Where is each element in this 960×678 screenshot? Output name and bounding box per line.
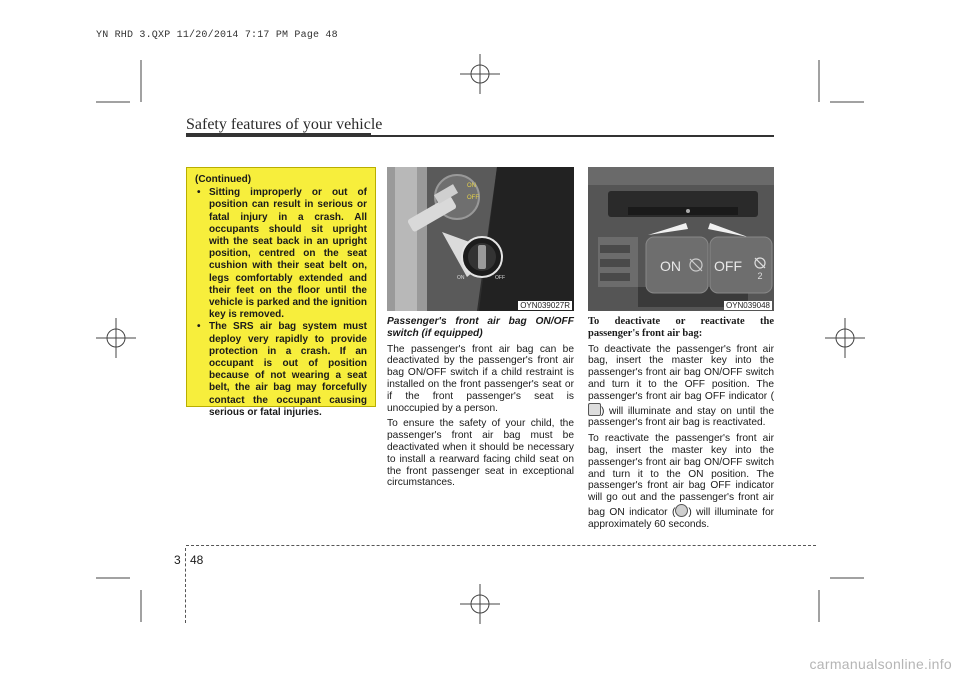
deactivate-paragraph [588,344,774,430]
warning-box [186,167,376,418]
svg-text:ON: ON [467,183,476,189]
watermark: carmanualsonline.info [809,656,952,672]
footer-rule [186,545,816,546]
figure-code-right: OYN039048 [725,301,770,310]
reactivate-text-a: To reactivate the passenger's front air bag, insert the master key into the passenger's front air bag ON/OFF switch and turn it to the ON position. The passenger's front air bag OFF indicator will go out and the passenger's front air bag ON indicator ( [588,433,774,518]
figure-code-left: OYN039027R [520,301,570,310]
off-indicator-text: OFF [714,258,742,274]
switch-photo [387,167,574,311]
section-title: Safety features of your vehicle [186,116,383,133]
indicator-photo [588,167,774,311]
footer-separator [185,548,186,623]
airbag-on-indicator-icon [675,504,688,517]
chapter-number: 3 [174,553,181,567]
right-heading: To deactivate or reactivate the passenger's front air bag: [588,316,774,339]
title-rule [186,135,774,137]
svg-text:2: 2 [757,271,763,281]
print-slug: YN RHD 3.QXP 11/20/2014 7:17 PM Page 48 [96,30,338,41]
on-indicator-text: ON [660,258,681,274]
airbag-off-indicator-icon [588,403,601,416]
middle-paragraph: To ensure the safety of your child, the passenger's front air bag must be deactivated when it should be necessary to install a rearward facing child seat on the front passenger seat in exceptional circumstances. [387,418,574,489]
svg-text:ON: ON [457,275,465,281]
right-column [588,316,774,535]
svg-text:OFF: OFF [467,195,479,201]
reactivate-text-b: ) will illuminate for approximately 60 seconds. [588,506,774,530]
deactivate-text-a: To deactivate the passenger's front air bag, insert the master key into the passenger's front air bag ON/OFF switch and turn it to the OFF position. The passenger's front air bag OFF indicator ( [588,343,774,402]
warning-list [195,187,367,419]
middle-column [387,316,574,493]
middle-heading: Passenger's front air bag ON/OFF switch (if equipped) [387,316,574,339]
warning-bullet: • Sitting improperly or out of position can result in serious or fatal injury in a crash. All occupants should sit upright with the seat back in an upright position, centred on the seat cushion with their seat belt on, legs comfortably extended and their feet on the floor until the vehicle is parked and the ignition key is removed. [195,187,367,321]
middle-paragraph: The passenger's front air bag can be deactivated by the passenger's front air bag ON/OFF switch if a child restraint is installed on the front passenger's seat or if the front passenger's seat is unoccupied by a person. [387,343,574,414]
warning-lead: (Continued) [195,174,252,185]
warning-bullet: • The SRS air bag system must deploy very rapidly to provide protection in a crash. If an occupant is out of position because of not wearing a seat belt, the air bag may forcefully contact the occupant causing serious or fatal injuries. [195,321,367,419]
indicator-illustration [588,167,774,311]
page-number: 48 [190,553,204,567]
deactivate-text-b: ) will illuminate and stay on until the passenger's front air bag is reactivated. [588,405,774,429]
svg-text:OFF: OFF [495,275,505,281]
reactivate-paragraph [588,433,774,530]
switch-illustration [387,167,574,311]
